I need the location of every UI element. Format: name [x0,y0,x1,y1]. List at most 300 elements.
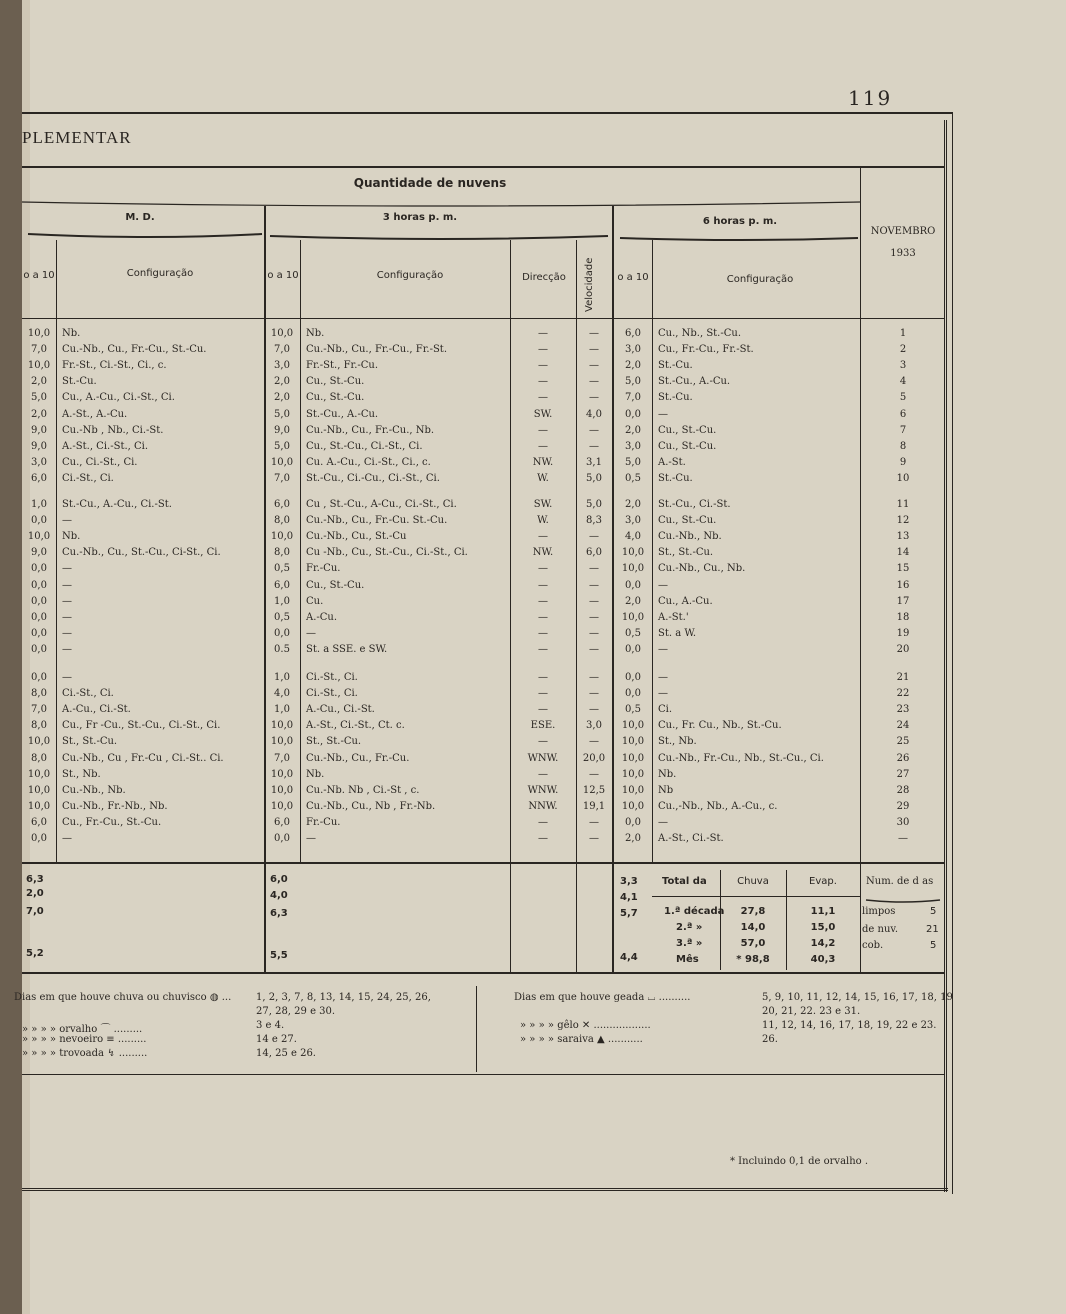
geada-days-2: 20, 21, 22. 23 e 31. [762,1006,861,1017]
row-29-md-value: 10,0 [27,800,51,812]
row-10-h3-value: 7,0 [274,472,290,484]
row-27-velocidade: — [589,768,599,780]
md-header: M. D. [125,212,155,223]
footnote: * Incluindo 0,1 de orvalho . [730,1156,869,1167]
row-3-day: 3 [899,360,907,372]
row-21-md-config: — [62,672,72,683]
row-25-velocidade: — [589,736,599,748]
row-31-direccao: — [538,833,548,844]
row-28-h3-config: Cu.-Nb. Nb , Ci.-St , c. [306,784,420,796]
evap-mes: 40,3 [810,954,836,965]
row-5-md-config: Cu., A.-Cu., Ci.-St., Ci. [62,392,175,404]
row-18-h6-value: 10,0 [621,611,645,623]
evap-dec3: 14,2 [810,938,836,949]
row-1-day: 1 [899,328,907,339]
row-25-md-config: St., St.-Cu. [62,736,118,748]
row-26-direccao: WNW. [527,752,559,764]
row-29-h6-value: 10,0 [621,800,645,812]
row-22-md-value: 8,0 [31,688,47,700]
row-31-day: — [898,833,908,844]
row-28-h6-config: Nb [658,784,674,796]
gelo-label: » » » » gêlo ✕ .................. [520,1020,651,1031]
row-2-h3-config: Cu.-Nb., Cu., Fr.-Cu., Fr.-St. [306,344,447,356]
row-25-h3-value: 10,0 [270,736,294,748]
row-16-h3-config: Cu., St.-Cu. [306,579,365,591]
decada-2-label: 2.ª » [676,922,703,933]
row-17-h3-config: Cu. [306,595,324,607]
row-13-direccao: — [538,531,548,543]
row-13-h3-value: 10,0 [270,531,294,543]
md-mean-1: 6,3 [26,874,44,885]
row-4-h6-value: 5,0 [625,376,641,388]
row-18-md-value: 0,0 [31,611,47,623]
row-30-h3-value: 6,0 [274,816,290,828]
row-5-h6-config: St.-Cu. [658,392,693,404]
row-26-velocidade: 20,0 [582,752,606,764]
md-mean-2: 2,0 [26,888,44,899]
row-15-h3-config: Fr.-Cu. [306,563,341,575]
row-3-direccao: — [538,360,548,372]
footer-divider [476,986,477,1072]
row-15-h3-value: 0,5 [274,563,290,575]
row-1-md-value: 10,0 [27,328,51,339]
footer-bottom-rule [22,1074,944,1075]
row-29-velocidade: 19,1 [582,800,606,812]
month-column-divider [860,166,861,972]
cob-value: 5 [930,940,937,951]
row-28-day: 28 [896,784,910,796]
row-7-h6-config: Cu., St.-Cu. [658,424,717,436]
row-7-velocidade: — [589,424,599,436]
velocidade-header: Velocidade [584,257,595,312]
saraiva-label: » » » » saraiva ▲ ........... [520,1034,643,1045]
row-7-h6-value: 2,0 [625,424,641,436]
geada-days-1: 5, 9, 10, 11, 12, 14, 15, 16, 17, 18, 19 [762,992,953,1003]
row-31-md-value: 0,0 [31,833,47,844]
row-9-h3-value: 10,0 [270,456,294,468]
row-13-h6-config: Cu.-Nb., Nb. [658,531,722,543]
row-20-direccao: — [538,643,548,655]
row-8-h6-config: Cu., St.-Cu. [658,440,717,452]
row-9-direccao: NW. [532,456,554,468]
row-10-velocidade: 5,0 [586,472,602,484]
direccao-header: Direcção [522,272,566,283]
row-12-direccao: W. [537,515,549,527]
row-23-h6-value: 0,5 [625,704,641,716]
row-28-velocidade: 12,5 [582,784,606,796]
evap-header: Evap. [809,876,837,887]
row-3-velocidade: — [589,360,599,372]
row-21-day: 21 [896,672,910,683]
row-15-h6-config: Cu.-Nb., Cu., Nb. [658,563,746,575]
row-28-md-config: Cu.-Nb., Nb. [62,784,126,796]
row-27-md-value: 10,0 [27,768,51,780]
row-14-md-value: 9,0 [31,547,47,559]
row-29-h3-config: Cu.-Nb., Cu., Nb , Fr.-Nb. [306,800,436,812]
row-15-day: 15 [896,563,910,575]
row-15-md-config: — [62,563,72,575]
row-28-direccao: WNW. [527,784,559,796]
row-2-day: 2 [899,344,907,356]
frame-top-rule [22,112,952,114]
row-19-h3-value: 0,0 [274,627,290,639]
row-12-h6-value: 3,0 [625,515,641,527]
cob-label: cob. [862,940,884,951]
summary-top-rule [22,862,944,864]
row-31-h6-value: 2,0 [625,833,641,844]
row-17-md-config: — [62,595,72,607]
chuva-header: Chuva [737,876,769,887]
h3-mean-1: 6,0 [270,874,288,885]
row-21-velocidade: — [589,672,599,683]
row-22-h6-config: — [658,688,668,700]
row-19-md-config: — [62,627,72,639]
row-13-md-value: 10,0 [27,531,51,543]
row-1-h6-value: 6,0 [625,328,641,339]
row-5-md-value: 5,0 [31,392,47,404]
limpos-value: 5 [930,906,937,917]
row-31-h3-value: 0,0 [274,833,290,844]
row-14-day: 14 [896,547,910,559]
row-14-h3-config: Cu -Nb., Cu., St.-Cu., Ci.-St., Ci. [306,547,468,559]
denuv-label: de nuv. [862,924,899,935]
row-9-h6-config: A.-St. [658,456,686,468]
row-6-h6-value: 0,0 [625,408,641,420]
row-20-md-config: — [62,643,72,655]
row-26-h6-value: 10,0 [621,752,645,764]
row-23-md-config: A.-Cu., Ci.-St. [62,704,131,716]
row-2-md-value: 7,0 [31,344,47,356]
row-11-h6-value: 2,0 [625,499,641,510]
chuva-days-2: 27, 28, 29 e 30. [256,1006,336,1017]
chuva-days-label: Dias em que houve chuva ou chuvisco ◍ ... [14,992,232,1003]
header-brace [22,196,862,208]
md-mean-3: 7,0 [26,906,44,917]
h6-col-divider [652,240,653,862]
row-31-md-config: — [62,833,72,844]
row-13-md-config: Nb. [62,531,81,543]
row-11-h3-config: Cu , St.-Cu., A-Cu., Ci.-St., Ci. [306,499,457,510]
row-24-h3-config: A.-St., Ci.-St., Ct. c. [306,720,405,732]
row-26-day: 26 [896,752,910,764]
row-18-h3-value: 0,5 [274,611,290,623]
row-12-h3-value: 8,0 [274,515,290,527]
row-24-velocidade: 3,0 [586,720,602,732]
row-17-h6-value: 2,0 [625,595,641,607]
h6-config-header: Configuração [726,274,794,285]
row-14-h6-value: 10,0 [621,547,645,559]
row-14-velocidade: 6,0 [586,547,602,559]
row-2-md-config: Cu.-Nb., Cu., Fr.-Cu., St.-Cu. [62,344,207,356]
row-16-h6-value: 0,0 [625,579,641,591]
row-6-md-value: 2,0 [31,408,47,420]
row-4-direccao: — [538,376,548,388]
row-20-day: 20 [896,643,910,655]
limpos-label: limpos [862,906,896,917]
row-18-h3-config: A.-Cu. [306,611,338,623]
row-24-md-value: 8,0 [31,720,47,732]
month-header: NOVEMBRO [870,226,936,237]
row-30-md-value: 6,0 [31,816,47,828]
row-15-velocidade: — [589,563,599,575]
row-7-md-value: 9,0 [31,424,47,436]
row-16-direccao: — [538,579,548,591]
row-16-day: 16 [896,579,910,591]
chuva-dec2: 14,0 [740,922,766,933]
row-17-direccao: — [538,595,548,607]
row-16-velocidade: — [589,579,599,591]
row-7-md-config: Cu.-Nb , Nb., Ci.-St. [62,424,164,436]
row-28-md-value: 10,0 [27,784,51,796]
row-18-velocidade: — [589,611,599,623]
row-11-day: 11 [896,499,910,510]
row-24-h6-config: Cu., Fr. Cu., Nb., St.-Cu. [658,720,782,732]
row-20-md-value: 0,0 [31,643,47,655]
row-6-h3-config: St.-Cu., A.-Cu. [306,408,379,420]
md-config-header: Configuração [126,268,194,279]
row-12-h3-config: Cu.-Nb., Cu., Fr.-Cu. St.-Cu. [306,515,448,527]
trovoada-days: 14, 25 e 26. [256,1048,316,1059]
row-17-md-value: 0,0 [31,595,47,607]
row-25-day: 25 [896,736,910,748]
row-14-h3-value: 8,0 [274,547,290,559]
row-15-h6-value: 10,0 [621,563,645,575]
row-13-h3-config: Cu.-Nb., Cu., St.-Cu [306,531,407,543]
row-7-h3-config: Cu.-Nb., Cu., Fr.-Cu., Nb. [306,424,435,436]
row-17-day: 17 [896,595,910,607]
row-3-h6-value: 2,0 [625,360,641,372]
row-9-velocidade: 3,1 [586,456,602,468]
year-header: 1933 [890,248,916,259]
evap-dec2: 15,0 [810,922,836,933]
row-4-velocidade: — [589,376,599,388]
row-5-velocidade: — [589,392,599,404]
row-14-md-config: Cu.-Nb., Cu., St.-Cu., Ci-St., Ci. [62,547,221,559]
row-11-direccao: SW. [533,499,553,510]
row-12-md-value: 0,0 [31,515,47,527]
row-1-md-config: Nb. [62,328,81,339]
row-30-md-config: Cu., Fr.-Cu., St.-Cu. [62,816,162,828]
row-2-h6-config: Cu., Fr.-Cu., Fr.-St. [658,344,754,356]
h3-col-divider [300,240,301,862]
row-7-h3-value: 9,0 [274,424,290,436]
orvalho-label: » » » » orvalho ⌒ ......... [22,1024,143,1035]
row-5-h3-value: 2,0 [274,392,290,404]
totals-header-rule [652,896,860,897]
row-13-velocidade: — [589,531,599,543]
row-4-h3-config: Cu., St.-Cu. [306,376,365,388]
row-16-h3-value: 6,0 [274,579,290,591]
row-9-md-config: Cu., Ci.-St., Ci. [62,456,138,468]
sub-header-braces [22,228,862,242]
row-24-h3-value: 10,0 [270,720,294,732]
row-18-direccao: — [538,611,548,623]
page-number: 119 [848,86,893,110]
row-3-h3-value: 3,0 [274,360,290,372]
row-21-h6-config: — [658,672,668,683]
row-22-md-config: Ci.-St., Ci. [62,688,114,700]
row-3-h3-config: Fr.-St., Fr.-Cu. [306,360,379,372]
row-27-md-config: St., Nb. [62,768,101,780]
row-19-day: 19 [896,627,910,639]
row-22-velocidade: — [589,688,599,700]
row-20-h3-value: 0.5 [274,643,290,655]
quantidade-header: Quantidade de nuvens [353,176,507,190]
row-20-velocidade: — [589,643,599,655]
h6-oa10-header: o a 10 [617,272,649,283]
row-11-velocidade: 5,0 [586,499,602,510]
frame-right-outer-rule [952,112,953,1194]
row-16-md-config: — [62,579,72,591]
row-2-h6-value: 3,0 [625,344,641,356]
row-20-h3-config: St. a SSE. e SW. [306,643,388,655]
row-21-direccao: — [538,672,548,683]
row-20-h6-config: — [658,643,668,655]
row-25-md-value: 10,0 [27,736,51,748]
row-28-h6-value: 10,0 [621,784,645,796]
row-18-day: 18 [896,611,910,623]
row-26-h3-value: 7,0 [274,752,290,764]
row-31-h3-config: — [306,833,316,844]
row-19-h6-config: St. a W. [658,627,697,639]
row-1-direccao: — [538,328,548,339]
h6-mean-month: 4,4 [620,952,638,963]
row-19-h3-config: — [306,627,316,639]
saraiva-days: 26. [762,1034,778,1045]
row-1-h3-value: 10,0 [270,328,294,339]
row-8-h6-value: 3,0 [625,440,641,452]
row-29-direccao: NNW. [528,800,558,812]
row-16-h6-config: — [658,579,668,591]
row-10-md-config: Ci.-St., Ci. [62,472,114,484]
chuva-days-1: 1, 2, 3, 7, 8, 13, 14, 15, 24, 25, 26, [256,992,431,1003]
row-5-h6-value: 7,0 [625,392,641,404]
row-26-md-value: 8,0 [31,752,47,764]
h3-header: 3 horas p. m. [382,212,458,223]
h6-mean-3: 5,7 [620,908,638,919]
h3-config-header: Configuração [376,270,444,281]
row-24-direccao: ESE. [530,720,556,732]
row-27-h3-value: 10,0 [270,768,294,780]
h3-mean-month: 5,5 [270,950,288,961]
row-10-h6-value: 0,5 [625,472,641,484]
row-10-h3-config: St.-Cu., Ci.-Cu., Ci.-St., Ci. [306,472,440,484]
row-24-day: 24 [896,720,910,732]
row-25-direccao: — [538,736,548,748]
row-8-direccao: — [538,440,548,452]
row-8-md-value: 9,0 [31,440,47,452]
total-da-label: Total da [662,876,707,887]
row-23-md-value: 7,0 [31,704,47,716]
row-6-h6-config: — [658,408,668,420]
decada-3-label: 3.ª » [676,938,703,949]
row-21-h3-config: Ci.-St., Ci. [306,672,358,683]
frame-right-rule [944,120,947,1192]
row-21-md-value: 0,0 [31,672,47,683]
row-10-day: 10 [896,472,910,484]
row-11-md-value: 1,0 [31,499,47,510]
row-26-md-config: Cu.-Nb., Cu , Fr.-Cu , Ci.-St.. Ci. [62,752,224,764]
row-19-velocidade: — [589,627,599,639]
row-25-h3-config: St., St.-Cu. [306,736,362,748]
row-22-h3-config: Ci.-St., Ci. [306,688,358,700]
row-13-h6-value: 4,0 [625,531,641,543]
table-top-rule [22,166,944,168]
row-9-h3-config: Cu. A.-Cu., Ci.-St., Ci., c. [306,456,431,468]
row-11-h3-value: 6,0 [274,499,290,510]
mes-label: Mês [676,954,699,965]
row-11-h6-config: St.-Cu., Ci.-St. [658,499,731,510]
row-12-h6-config: Cu., St.-Cu. [658,515,717,527]
row-9-md-value: 3,0 [31,456,47,468]
row-30-day: 30 [896,816,910,828]
row-8-day: 8 [899,440,907,452]
row-29-h6-config: Cu.,-Nb., Nb., A.-Cu., c. [658,800,778,812]
row-21-h6-value: 0,0 [625,672,641,683]
row-22-direccao: — [538,688,548,700]
row-15-direccao: — [538,563,548,575]
row-1-h6-config: Cu., Nb., St.-Cu. [658,328,742,339]
row-4-md-config: St.-Cu. [62,376,97,388]
row-27-h6-config: Nb. [658,768,677,780]
row-22-h6-value: 0,0 [625,688,641,700]
row-6-day: 6 [899,408,907,420]
row-4-h6-config: St.-Cu., A.-Cu. [658,376,731,388]
page-title: PLEMENTAR [22,128,132,147]
row-24-md-config: Cu., Fr -Cu., St.-Cu., Ci.-St., Ci. [62,720,221,732]
row-23-h6-config: Ci. [658,704,673,716]
row-5-day: 5 [899,392,907,404]
row-22-h3-value: 4,0 [274,688,290,700]
row-5-h3-config: Cu., St.-Cu. [306,392,365,404]
row-31-h6-config: A.-St., Ci.-St. [658,833,724,844]
row-19-direccao: — [538,627,548,639]
row-4-day: 4 [899,376,907,388]
gelo-days: 11, 12, 14, 16, 17, 18, 19, 22 e 23. [762,1020,937,1031]
num-dias-brace [864,894,942,904]
row-3-h6-config: St.-Cu. [658,360,693,372]
decada-1-label: 1.ª década [664,906,725,917]
h3-mean-3: 6,3 [270,908,288,919]
row-14-h6-config: St., St.-Cu. [658,547,714,559]
row-26-h3-config: Cu.-Nb., Cu., Fr.-Cu. [306,752,410,764]
row-6-velocidade: 4,0 [586,408,602,420]
row-5-direccao: — [538,392,548,404]
row-17-h6-config: Cu., A.-Cu. [658,595,713,607]
row-30-h6-config: — [658,816,668,828]
row-16-md-value: 0,0 [31,579,47,591]
row-30-velocidade: — [589,816,599,828]
orvalho-days: 3 e 4. [256,1020,285,1031]
row-27-h6-value: 10,0 [621,768,645,780]
h3-mean-2: 4,0 [270,890,288,901]
row-7-day: 7 [899,424,907,436]
row-4-md-value: 2,0 [31,376,47,388]
row-9-h6-value: 5,0 [625,456,641,468]
row-1-velocidade: — [589,328,599,339]
trovoada-label: » » » » trovoada ↯ ......... [22,1048,148,1059]
row-13-day: 13 [896,531,910,543]
row-2-h3-value: 7,0 [274,344,290,356]
row-26-h6-config: Cu.-Nb., Fr.-Cu., Nb., St.-Cu., Ci. [658,752,824,764]
header-bottom-rule [22,318,944,319]
row-27-direccao: — [538,768,548,780]
md-oa10-header: o a 10 [23,270,55,281]
row-18-h6-config: A.-St.' [658,611,689,623]
row-9-day: 9 [899,456,907,468]
row-23-day: 23 [896,704,910,716]
h6-mean-1: 3,3 [620,876,638,887]
